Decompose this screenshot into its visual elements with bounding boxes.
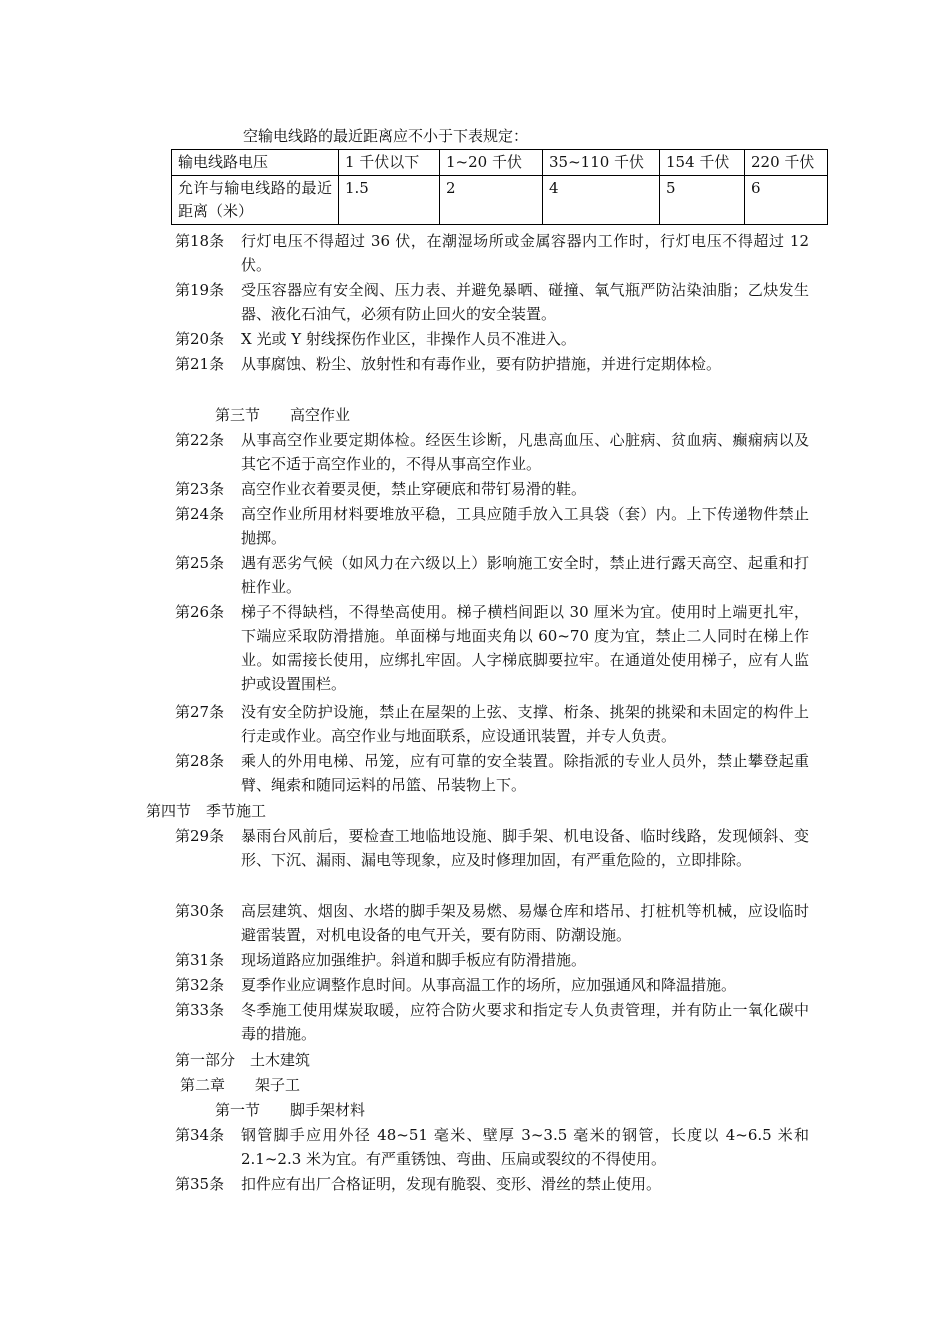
article-number: 第32条 bbox=[175, 976, 225, 994]
article-number: 第26条 bbox=[175, 603, 225, 621]
chapter-heading: 第二章 架子工 bbox=[180, 1076, 301, 1094]
section-heading-4: 第四节 季节施工 bbox=[146, 802, 267, 820]
article-text: 乘人的外用电梯、吊笼，应有可靠的安全装置。除指派的专业人员外，禁止攀登起重臂、绳索和随同运料的吊篮、吊装物上下。 bbox=[241, 752, 809, 794]
table-cell: 1~20 千伏 bbox=[440, 150, 543, 176]
article-text: 扣件应有出厂合格证明，发现有脆裂、变形、滑丝的禁止使用。 bbox=[241, 1175, 662, 1193]
article-number: 第19条 bbox=[175, 281, 225, 299]
article-text: 从事高空作业要定期体检。经医生诊断，凡患高血压、心脏病、贫血病、癫痫病以及其它不适于高空作业的，不得从事高空作业。 bbox=[241, 431, 809, 473]
table-cell: 输电线路电压 bbox=[172, 150, 339, 176]
table-header-row bbox=[172, 150, 828, 176]
table-row-label: 允许与输电线路的最近距离（米） bbox=[172, 176, 339, 225]
article-number: 第25条 bbox=[175, 554, 225, 572]
article-text: 钢管脚手应用外径 48~51 毫米、壁厚 3~3.5 毫米的钢管，长度以 4~6.5 米和 2.1~2.3 米为宜。有严重锈蚀、弯曲、压扁或裂纹的不得使用。 bbox=[241, 1126, 809, 1168]
distance-table bbox=[171, 149, 828, 225]
table-row bbox=[172, 176, 828, 225]
article-number: 第34条 bbox=[175, 1126, 225, 1144]
table-cell: 220 千伏 bbox=[745, 150, 828, 176]
table-cell: 4 bbox=[543, 176, 660, 225]
table-cell: 6 bbox=[745, 176, 828, 225]
article-text: 遇有恶劣气候（如风力在六级以上）影响施工安全时，禁止进行露天高空、起重和打桩作业。 bbox=[241, 554, 809, 596]
article-text: 没有安全防护设施，禁止在屋架的上弦、支撑、桁条、挑架的挑梁和未固定的构件上行走或作业。高空作业与地面联系，应设通讯装置，并专人负责。 bbox=[241, 703, 809, 745]
article-number: 第20条 bbox=[175, 330, 225, 348]
article-text: 冬季施工使用煤炭取暖，应符合防火要求和指定专人负责管理，并有防止一氧化碳中毒的措施。 bbox=[241, 1001, 809, 1043]
article-text: 受压容器应有安全阀、压力表、并避免暴晒、碰撞、氧气瓶严防沾染油脂；乙炔发生器、液化石油气，必须有防止回火的安全装置。 bbox=[241, 281, 809, 323]
article-number: 第21条 bbox=[175, 355, 225, 373]
article-text: 梯子不得缺档，不得垫高使用。梯子横档间距以 30 厘米为宜。使用时上端更扎牢，下端应采取防滑措施。单面梯与地面夹角以 60~70 度为宜，禁止二人同时在梯上作业。如需接长使用，应绑扎牢固。人字梯底脚要拉牢。在通道处使用梯子，应有人监护或设置围栏。 bbox=[241, 603, 809, 693]
table-cell: 1 千伏以下 bbox=[339, 150, 440, 176]
table-cell: 1.5 bbox=[339, 176, 440, 225]
article-text: 高空作业衣着要灵便，禁止穿硬底和带钉易滑的鞋。 bbox=[241, 480, 587, 498]
article-text: 行灯电压不得超过 36 伏，在潮湿场所或金属容器内工作时，行灯电压不得超过 12 伏。 bbox=[241, 232, 809, 274]
article-number: 第24条 bbox=[175, 505, 225, 523]
part-heading: 第一部分 土木建筑 bbox=[175, 1051, 311, 1069]
article-text: 夏季作业应调整作息时间。从事高温工作的场所，应加强通风和降温措施。 bbox=[241, 976, 737, 994]
table-intro: 空输电线路的最近距离应不小于下表规定： bbox=[243, 127, 529, 145]
article-number: 第30条 bbox=[175, 902, 225, 920]
article-text: 高层建筑、烟囱、水塔的脚手架及易燃、易爆仓库和塔吊、打桩机等机械，应设临时避雷装置，对机电设备的电气开关，要有防雨、防潮设施。 bbox=[241, 902, 809, 944]
article-text: 高空作业所用材料要堆放平稳，工具应随手放入工具袋（套）内。上下传递物件禁止抛掷。 bbox=[241, 505, 809, 547]
table-cell: 35~110 千伏 bbox=[543, 150, 660, 176]
table-cell: 2 bbox=[440, 176, 543, 225]
article-text: 从事腐蚀、粉尘、放射性和有毒作业，要有防护措施，并进行定期体检。 bbox=[241, 355, 722, 373]
section-heading-1: 第一节 脚手架材料 bbox=[215, 1101, 366, 1119]
article-number: 第31条 bbox=[175, 951, 225, 969]
table-cell: 154 千伏 bbox=[660, 150, 745, 176]
article-number: 第35条 bbox=[175, 1175, 225, 1193]
article-number: 第28条 bbox=[175, 752, 225, 770]
article-text: 暴雨台风前后，要检查工地临地设施、脚手架、机电设备、临时线路，发现倾斜、变形、下沉、漏雨、漏电等现象，应及时修理加固，有严重危险的，立即排除。 bbox=[241, 827, 809, 869]
article-text: 现场道路应加强维护。斜道和脚手板应有防滑措施。 bbox=[241, 951, 587, 969]
article-number: 第29条 bbox=[175, 827, 225, 845]
article-number: 第22条 bbox=[175, 431, 225, 449]
article-number: 第18条 bbox=[175, 232, 225, 250]
section-heading-3: 第三节 高空作业 bbox=[215, 406, 351, 424]
article-number: 第33条 bbox=[175, 1001, 225, 1019]
article-number: 第23条 bbox=[175, 480, 225, 498]
article-number: 第27条 bbox=[175, 703, 225, 721]
article-text: X 光或 Y 射线探伤作业区，非操作人员不准进入。 bbox=[241, 330, 576, 348]
table-cell: 5 bbox=[660, 176, 745, 225]
